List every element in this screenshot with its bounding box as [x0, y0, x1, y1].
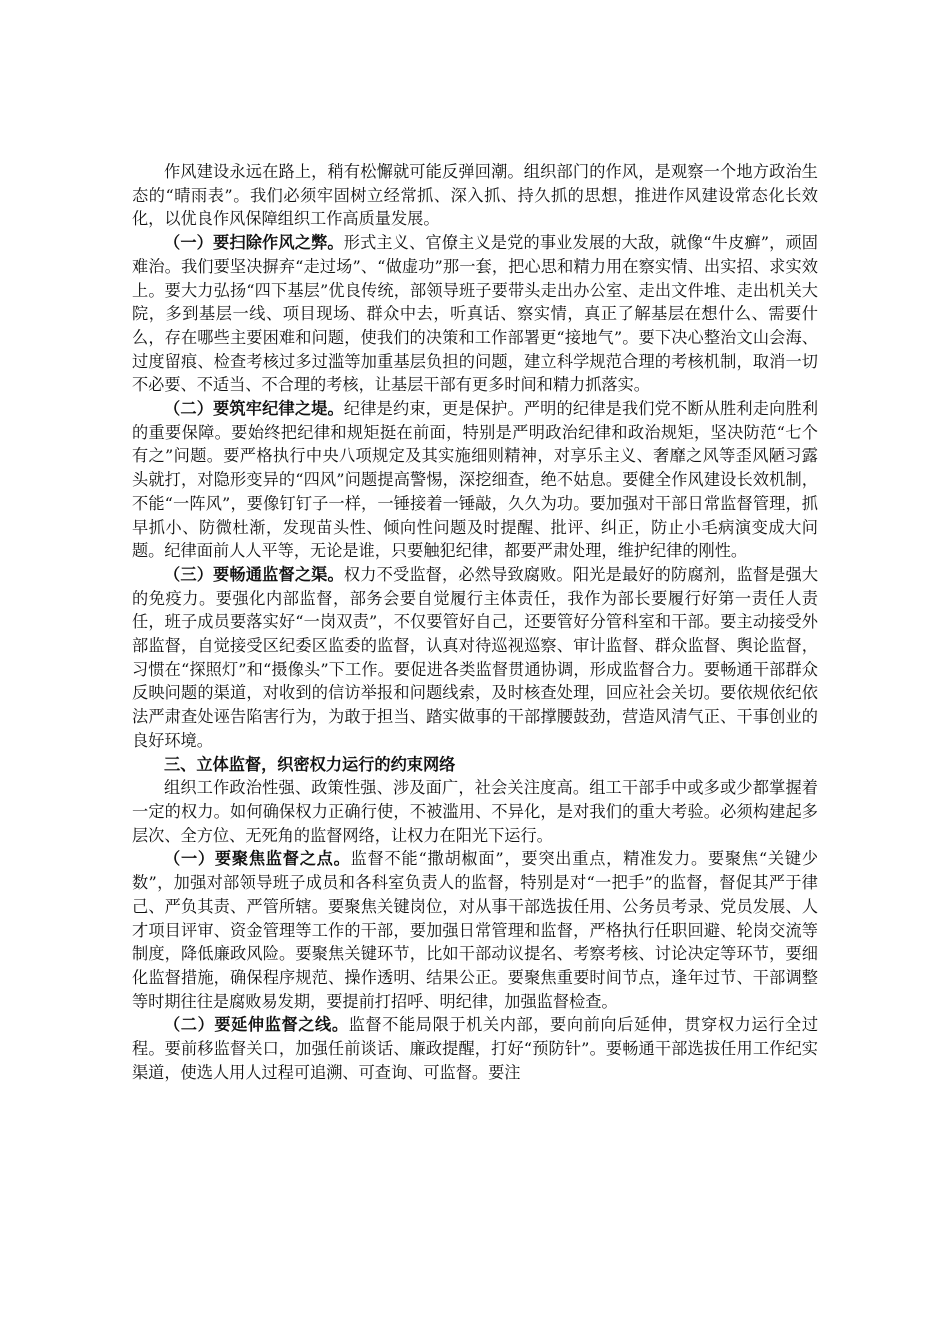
- paragraph-text: 监督不能“撒胡椒面”，要突出重点，精准发力。要聚焦“关键少数”，加强对部领导班子成员和各科室负责人的监督，特别是对“一把手”的监督，督促其严于律己、严负其责、严管所辖。要聚焦关键岗位，对从事干部选拔任用、公务员考录、党员发展、人才项目评审、资金管理等工作的干部，要加强日常管理和监督，严格执行任职回避、轮岗交流等制度，降低廉政风险。要聚焦关键环节，比如干部动议提名、考察考核、讨论决定等环节，要细化监督措施，确保程序规范、操作透明、结果公正。要聚焦重要时间节点，逢年过节、干部调整等时期往往是腐败易发期，要提前打招呼、明纪律，加强监督检查。: [132, 849, 819, 1011]
- paragraph-text: 形式主义、官僚主义是党的事业发展的大敌，就像“牛皮癣”，顽固难治。我们要坚决摒弃“走过场”、“做虚功”那一套，把心思和精力用在察实情、出实招、求实效上。要大力弘扬“四下基层”优良传统，部领导班子要带头走出办公室、走出文件堆、走出机关大院，多到基层一线、项目现场、群众中去，听真话、察实情，真正了解基层在想什么、需要什么，存在哪些主要困难和问题，使我们的决策和工作部署更“接地气”。要下决心整治文山会海、过度留痕、检查考核过多过滥等加重基层负担的问题，建立科学规范合理的考核机制，取消一切不必要、不适当、不合理的考核，让基层干部有更多时间和精力抓落实。: [132, 233, 818, 395]
- paragraph-lead: （一）要扫除作风之弊。: [164, 233, 344, 253]
- section-title: 三、立体监督，织密权力运行的约束网络: [164, 754, 456, 774]
- paragraph-lead: （一）要聚焦监督之点。: [164, 849, 351, 869]
- paragraph-lead: （二）要筑牢纪律之堤。: [164, 399, 344, 419]
- paragraph-discipline: [132, 397, 818, 563]
- paragraph-lead: （三）要畅通监督之渠。: [164, 564, 344, 584]
- paragraph-lead: （二）要延伸监督之线。: [164, 1015, 349, 1035]
- paragraph-sweep-style: [132, 231, 818, 397]
- document-body: [132, 160, 818, 1084]
- paragraph-focus-points: [132, 847, 818, 1013]
- paragraph-text: 纪律是约束，更是保护。严明的纪律是我们党不断从胜利走向胜利的重要保障。要始终把纪律和规矩挺在前面，特别是严明政治纪律和政治规矩，坚决防范“七个有之”问题。要严格执行中央八项规定及其实施细则精神，对享乐主义、奢靡之风等歪风陋习露头就打，对隐形变异的“四风”问题提高警惕，深挖细查，绝不姑息。要健全作风建设长效机制，不能“一阵风”，要像钉钉子一样，一锤接着一锤敲，久久为功。要加强对干部日常监督管理，抓早抓小、防微杜渐，发现苗头性、倾向性问题及时提醒、批评、纠正，防止小毛病演变成大问题。纪律面前人人平等，无论是谁，只要触犯纪律，都要严肃处理，维护纪律的刚性。: [132, 399, 819, 561]
- paragraph-extend-lines: [132, 1013, 818, 1084]
- paragraph-intro: [132, 160, 818, 231]
- paragraph-text: 作风建设永远在路上，稍有松懈就可能反弹回潮。组织部门的作风，是观察一个地方政治生态的“晴雨表”。我们必须牢固树立经常抓、深入抓、持久抓的思想，推进作风建设常态化长效化，以优良作风保障组织工作高质量发展。: [132, 162, 818, 229]
- paragraph-text: 组织工作政治性强、政策性强、涉及面广，社会关注度高。组工干部手中或多或少都掌握着一定的权力。如何确保权力正确行使，不被滥用、不异化，是对我们的重大考验。必须构建起多层次、全方位、无死角的监督网络，让权力在阳光下运行。: [132, 778, 818, 845]
- paragraph-text: 监督不能局限于机关内部，要向前向后延伸，贯穿权力运行全过程。要前移监督关口，加强任前谈话、廉政提醒，打好“预防针”。要畅通干部选拔任用工作纪实渠道，使选人用人过程可追溯、可查询、可监督。要注: [132, 1015, 819, 1082]
- paragraph-text: 权力不受监督，必然导致腐败。阳光是最好的防腐剂，监督是强大的免疫力。要强化内部监督，部务会要自觉履行主体责任，我作为部长要履行好第一责任人责任，班子成员要落实好“一岗双责”，不仅要管好自己，还要管好分管科室和干部。要主动接受外部监督，自觉接受区纪委区监委的监督，认真对待巡视巡察、审计监督、群众监督、舆论监督，习惯在“探照灯”和“摄像头”下工作。要促进各类监督贯通协调，形成监督合力。要畅通干部群众反映问题的渠道，对收到的信访举报和问题线索，及时核查处理，回应社会关切。要依规依纪依法严肃查处诬告陷害行为，为敢于担当、踏实做事的干部撑腰鼓劲，营造风清气正、干事创业的良好环境。: [132, 564, 819, 750]
- paragraph-supervision-channel: [132, 563, 818, 753]
- paragraph-section-intro: [132, 776, 818, 847]
